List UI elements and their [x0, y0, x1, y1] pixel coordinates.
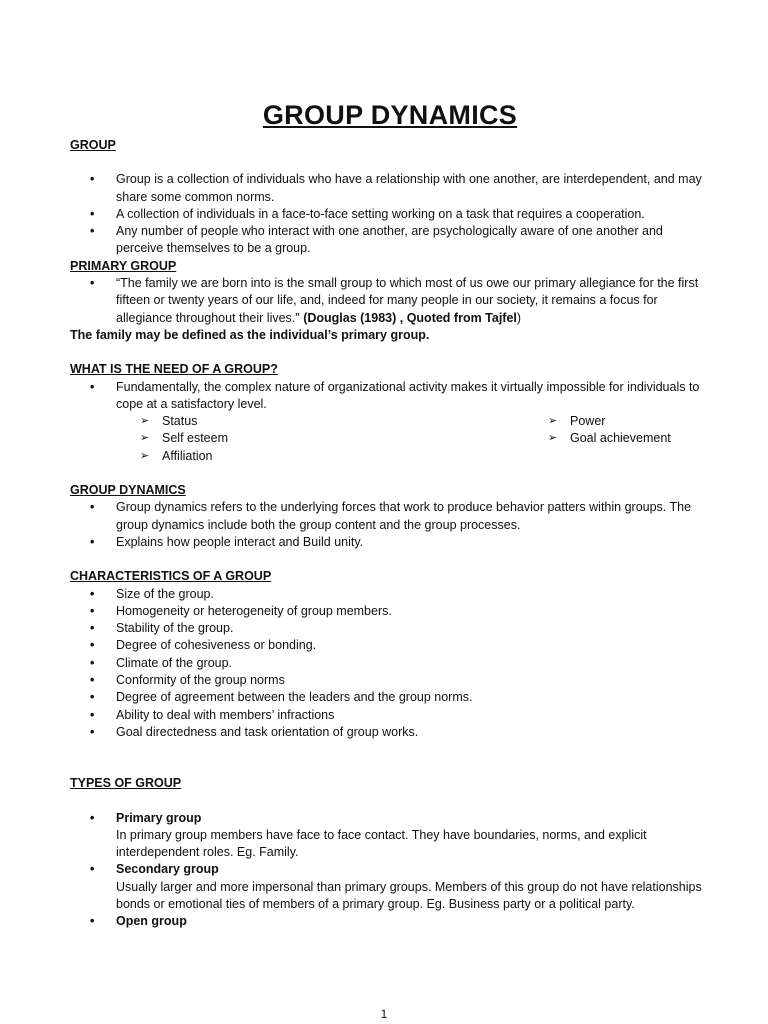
section-heading-group: GROUP [70, 138, 116, 152]
list-item: • Climate of the group. [70, 655, 710, 672]
list-item: • Explains how people interact and Build unity. [70, 534, 710, 551]
list-item [70, 275, 710, 327]
need-reasons-right [548, 413, 671, 465]
document-page [70, 97, 710, 931]
primary-group-quote-list [70, 275, 710, 327]
section-heading-group-dynamics: GROUP DYNAMICS [70, 483, 186, 498]
type-name: • Primary group [116, 810, 202, 825]
need-reasons-left [70, 413, 548, 465]
group-definition-list [70, 171, 710, 257]
types-list [70, 810, 710, 931]
type-description: In primary group members have face to face contact. They have boundaries, norms, and explicit interdependent roles. Eg. Family. [116, 827, 647, 860]
section-heading-need: WHAT IS THE NEED OF A GROUP? [70, 362, 278, 377]
need-reasons [70, 413, 710, 465]
list-item: • Ability to deal with members’ infractions [70, 707, 710, 724]
reason-item: ➢ Power [548, 413, 671, 430]
reason-item: ➢ Goal achievement [548, 430, 671, 447]
list-item: • Stability of the group. [70, 620, 710, 637]
list-item: • Size of the group. [70, 586, 710, 603]
reason-item: ➢ Self esteem [140, 430, 548, 447]
list-item: • A collection of individuals in a face-to-face setting working on a task that requires a cooperation. [70, 206, 710, 223]
section-heading-types: TYPES OF GROUP [70, 776, 182, 791]
document-title: GROUP DYNAMICS [262, 100, 518, 130]
list-item: • Degree of cohesiveness or bonding. [70, 637, 710, 654]
characteristics-list [70, 586, 710, 742]
group-dynamics-list [70, 499, 710, 551]
quote-citation-close: ) [516, 310, 522, 325]
need-list [70, 379, 710, 414]
list-item: • Degree of agreement between the leaders and the group norms. [70, 689, 710, 706]
quote-text: “The family we are born into is the small group to which most of us owe our primary allegiance for the first fifteen or twenty years of our life, and, indeed for many people in our society, it remains a focus for allegiance throughout their lives." [116, 276, 699, 325]
list-item [70, 913, 710, 930]
reason-item: ➢ Affiliation [140, 448, 548, 465]
list-item: • Goal directedness and task orientation of group works. [70, 724, 710, 741]
list-item: • Any number of people who interact with one another, are psychologically aware of one another and perceive themselves to be a group. [70, 223, 710, 258]
list-item [70, 810, 710, 862]
list-item: • Group dynamics refers to the underlying forces that work to produce behavior patters within groups. The group dynamics include both the group content and the group processes. [70, 499, 710, 534]
type-description: Usually larger and more impersonal than primary groups. Members of this group do not have relationships bonds or emotional ties of members of a primary group. Eg. Business party or a political party. [116, 879, 702, 911]
section-heading-characteristics: CHARACTERISTICS OF A GROUP [70, 569, 272, 584]
type-name: • Open group [116, 914, 187, 929]
list-item [70, 861, 710, 913]
section-heading-primary-group: PRIMARY GROUP [70, 258, 177, 273]
primary-group-definition: The family may be defined as the individual’s primary group. [70, 327, 430, 342]
reason-item: ➢ Status [140, 413, 548, 430]
type-name: • Secondary group [116, 862, 219, 877]
list-item: • Homogeneity or heterogeneity of group members. [70, 603, 710, 620]
list-item: • Conformity of the group norms [70, 672, 710, 689]
page-number: 1 [380, 1007, 388, 1021]
list-item: • Fundamentally, the complex nature of organizational activity makes it virtually impossible for individuals to cope at a satisfactory level. [70, 379, 710, 414]
quote-citation: (Douglas (1983) , Quoted from Tajfel [303, 310, 517, 325]
list-item: • Group is a collection of individuals who have a relationship with one another, are interdependent, and may share some common norms. [70, 171, 710, 206]
